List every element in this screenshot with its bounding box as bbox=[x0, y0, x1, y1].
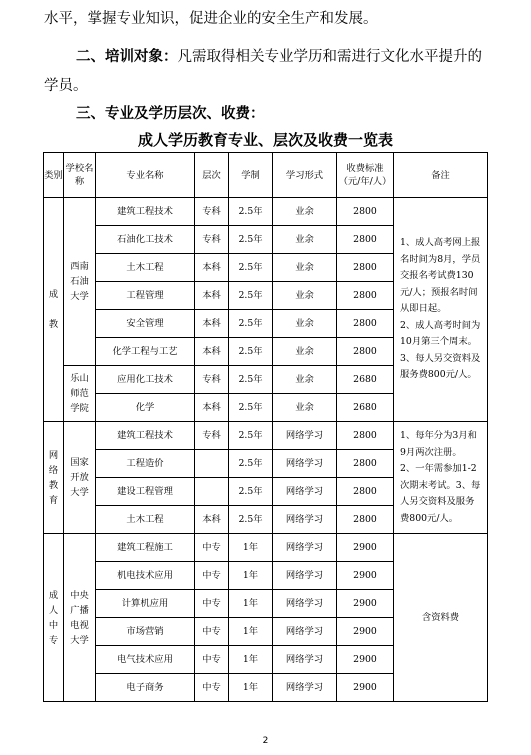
school-cell: 乐山 师范 学院 bbox=[64, 366, 96, 422]
fee-cell: 2680 bbox=[337, 366, 394, 394]
header-level: 层次 bbox=[195, 153, 229, 198]
level-cell bbox=[195, 450, 229, 478]
duration-cell: 2.5年 bbox=[229, 478, 273, 506]
level-cell: 本科 bbox=[195, 254, 229, 282]
major-cell: 建筑工程技术 bbox=[96, 422, 195, 450]
mode-cell: 网络学习 bbox=[273, 618, 337, 646]
duration-cell: 1年 bbox=[229, 590, 273, 618]
level-cell: 本科 bbox=[195, 282, 229, 310]
level-cell: 本科 bbox=[195, 394, 229, 422]
mode-cell: 业余 bbox=[273, 338, 337, 366]
fee-cell: 2800 bbox=[337, 422, 394, 450]
major-cell: 化学 bbox=[96, 394, 195, 422]
fee-cell: 2800 bbox=[337, 450, 394, 478]
page-number: 2 bbox=[262, 736, 269, 746]
level-cell: 中专 bbox=[195, 562, 229, 590]
fee-cell: 2800 bbox=[337, 226, 394, 254]
duration-cell: 1年 bbox=[229, 674, 273, 702]
duration-cell: 1年 bbox=[229, 534, 273, 562]
category-cell: 网 络 教 育 bbox=[44, 422, 64, 534]
fee-cell: 2800 bbox=[337, 478, 394, 506]
duration-cell: 2.5年 bbox=[229, 338, 273, 366]
table-row bbox=[44, 534, 488, 562]
major-cell: 石油化工技术 bbox=[96, 226, 195, 254]
major-cell: 机电技术应用 bbox=[96, 562, 195, 590]
mode-cell: 业余 bbox=[273, 366, 337, 394]
fee-cell: 2800 bbox=[337, 254, 394, 282]
mode-cell: 网络学习 bbox=[273, 534, 337, 562]
major-cell: 土木工程 bbox=[96, 506, 195, 534]
level-cell: 中专 bbox=[195, 590, 229, 618]
header-category: 类别 bbox=[44, 153, 64, 198]
major-cell: 电子商务 bbox=[96, 674, 195, 702]
duration-cell: 1年 bbox=[229, 618, 273, 646]
duration-cell: 2.5年 bbox=[229, 198, 273, 226]
major-cell: 工程造价 bbox=[96, 450, 195, 478]
school-cell: 中央 广播 电视 大学 bbox=[64, 534, 96, 702]
fee-cell: 2900 bbox=[337, 590, 394, 618]
duration-cell: 1年 bbox=[229, 646, 273, 674]
header-mode: 学习形式 bbox=[273, 153, 337, 198]
level-cell bbox=[195, 478, 229, 506]
mode-cell: 业余 bbox=[273, 394, 337, 422]
duration-cell: 2.5年 bbox=[229, 422, 273, 450]
major-cell: 建筑工程技术 bbox=[96, 198, 195, 226]
major-cell: 应用化工技术 bbox=[96, 366, 195, 394]
duration-cell: 2.5年 bbox=[229, 226, 273, 254]
duration-cell: 2.5年 bbox=[229, 254, 273, 282]
duration-cell: 2.5年 bbox=[229, 366, 273, 394]
table-row bbox=[44, 198, 488, 226]
mode-cell: 业余 bbox=[273, 226, 337, 254]
section-3-heading: 三、专业及学历层次、收费： bbox=[76, 106, 265, 122]
note-cell: 含资料费 bbox=[394, 534, 488, 702]
section-2-text-continued: 学员。 bbox=[44, 78, 88, 94]
fee-cell: 2800 bbox=[337, 338, 394, 366]
fee-cell: 2900 bbox=[337, 646, 394, 674]
mode-cell: 网络学习 bbox=[273, 646, 337, 674]
mode-cell: 网络学习 bbox=[273, 562, 337, 590]
level-cell: 本科 bbox=[195, 310, 229, 338]
fee-cell: 2900 bbox=[337, 534, 394, 562]
fee-cell: 2800 bbox=[337, 198, 394, 226]
major-cell: 化学工程与工艺 bbox=[96, 338, 195, 366]
header-school: 学校名称 bbox=[64, 153, 96, 198]
level-cell: 本科 bbox=[195, 506, 229, 534]
major-cell: 建设工程管理 bbox=[96, 478, 195, 506]
mode-cell: 业余 bbox=[273, 310, 337, 338]
duration-cell: 2.5年 bbox=[229, 310, 273, 338]
level-cell: 本科 bbox=[195, 338, 229, 366]
major-cell: 建筑工程施工 bbox=[96, 534, 195, 562]
mode-cell: 网络学习 bbox=[273, 590, 337, 618]
intro-paragraph-end: 水平，掌握专业知识，促进企业的安全生产和发展。 bbox=[44, 11, 378, 27]
duration-cell: 2.5年 bbox=[229, 450, 273, 478]
mode-cell: 业余 bbox=[273, 282, 337, 310]
level-cell: 专科 bbox=[195, 422, 229, 450]
level-cell: 中专 bbox=[195, 674, 229, 702]
major-cell: 市场营销 bbox=[96, 618, 195, 646]
level-cell: 中专 bbox=[195, 618, 229, 646]
level-cell: 专科 bbox=[195, 366, 229, 394]
header-major: 专业名称 bbox=[96, 153, 195, 198]
mode-cell: 网络学习 bbox=[273, 674, 337, 702]
school-cell: 国家 开放 大学 bbox=[64, 422, 96, 534]
mode-cell: 业余 bbox=[273, 198, 337, 226]
level-cell: 中专 bbox=[195, 534, 229, 562]
fee-cell: 2800 bbox=[337, 282, 394, 310]
mode-cell: 业余 bbox=[273, 254, 337, 282]
fee-cell: 2800 bbox=[337, 310, 394, 338]
major-cell: 安全管理 bbox=[96, 310, 195, 338]
category-cell: 成 教 bbox=[44, 198, 64, 422]
major-cell: 电气技术应用 bbox=[96, 646, 195, 674]
header-duration: 学制 bbox=[229, 153, 273, 198]
note-cell: 1、成人高考网上报名时间为8月，学员交报名考试费130元/人；预报名时间从即日起。 2、成人高考时间为10月第三个周末。 3、每人另交资料及服务费800元/人。 bbox=[394, 198, 488, 422]
duration-cell: 2.5年 bbox=[229, 394, 273, 422]
mode-cell: 网络学习 bbox=[273, 422, 337, 450]
level-cell: 专科 bbox=[195, 226, 229, 254]
mode-cell: 网络学习 bbox=[273, 506, 337, 534]
level-cell: 中专 bbox=[195, 646, 229, 674]
fee-cell: 2900 bbox=[337, 674, 394, 702]
section-2-text: 凡需取得相关专业学历和需进行文化水平提升的 bbox=[177, 49, 482, 65]
section-2-label: 二、培训对象： bbox=[76, 49, 178, 65]
header-note: 备注 bbox=[394, 153, 488, 198]
duration-cell: 2.5年 bbox=[229, 506, 273, 534]
duration-cell: 1年 bbox=[229, 562, 273, 590]
fee-cell: 2800 bbox=[337, 506, 394, 534]
table-header-row bbox=[44, 153, 488, 198]
fee-cell: 2680 bbox=[337, 394, 394, 422]
section-2-line bbox=[76, 47, 531, 67]
fee-cell: 2900 bbox=[337, 562, 394, 590]
level-cell: 专科 bbox=[195, 198, 229, 226]
table-row bbox=[44, 422, 488, 450]
fee-table bbox=[43, 152, 488, 702]
header-fee: 收费标准（元/年/人） bbox=[337, 153, 394, 198]
duration-cell: 2.5年 bbox=[229, 282, 273, 310]
category-cell: 成 人 中 专 bbox=[44, 534, 64, 702]
major-cell: 计算机应用 bbox=[96, 590, 195, 618]
school-cell: 西南 石油 大学 bbox=[64, 198, 96, 366]
note-cell: 1、每年分为3月和9月两次注册。 2、一年需参加1-2次期末考试。3、每人另交资料及服务费800元/人。 bbox=[394, 422, 488, 534]
fee-cell: 2900 bbox=[337, 618, 394, 646]
major-cell: 土木工程 bbox=[96, 254, 195, 282]
mode-cell: 网络学习 bbox=[273, 478, 337, 506]
table-title: 成人学历教育专业、层次及收费一览表 bbox=[137, 131, 393, 149]
major-cell: 工程管理 bbox=[96, 282, 195, 310]
mode-cell: 网络学习 bbox=[273, 450, 337, 478]
